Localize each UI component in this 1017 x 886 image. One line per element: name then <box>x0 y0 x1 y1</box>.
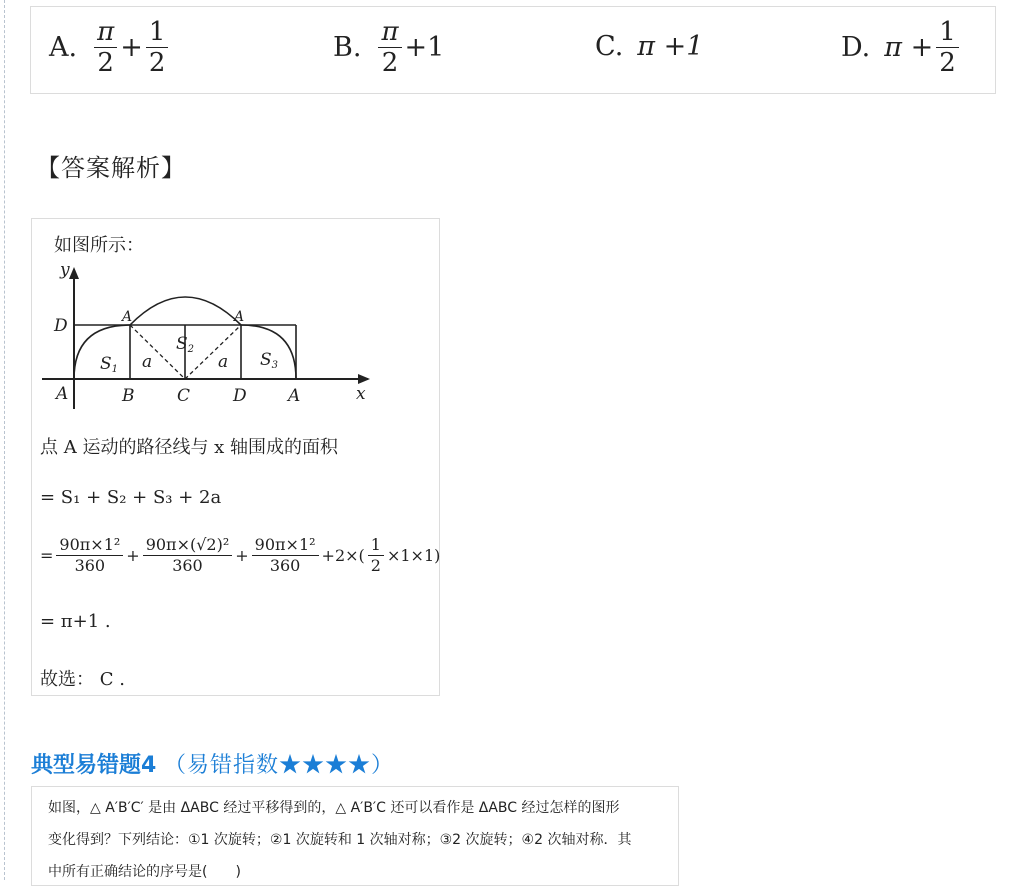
expression-tail: +2×( <box>321 546 365 565</box>
denominator: 360 <box>74 556 106 575</box>
denominator: 2 <box>370 556 381 575</box>
denominator: 2 <box>97 48 114 78</box>
label-s3: S3 <box>260 350 279 371</box>
solution-line-1: 点 A 运动的路径线与 x 轴围成的面积 <box>40 437 339 458</box>
label-d-axis: D <box>54 316 68 336</box>
fraction <box>94 19 117 76</box>
label-a-left: a <box>142 352 153 372</box>
label-y: y <box>60 260 70 280</box>
arc-s2 <box>130 297 241 325</box>
solution-box <box>31 218 440 696</box>
label-b: B <box>122 386 135 406</box>
problem-4-title <box>31 748 394 779</box>
denominator: 2 <box>939 48 956 78</box>
problem-line: 变化得到？下列结论：①1 次旋转；②1 次旋转和 1 次轴对称；③2 次旋转；④2 次轴对称．其 <box>48 832 632 848</box>
difficulty-rating: （易错指数★★★★） <box>163 753 394 778</box>
choice-label: C. <box>595 31 624 62</box>
choice-tail: +1 <box>404 32 445 63</box>
label-c: C <box>177 386 191 406</box>
fraction <box>368 537 384 574</box>
choice-label: B. <box>333 32 362 63</box>
label-x: x <box>356 384 366 404</box>
numerator: 90π×1² <box>252 537 319 556</box>
expression-end: ×1×1) <box>386 546 441 565</box>
fraction <box>143 537 233 574</box>
numerator: 1 <box>368 537 384 556</box>
left-guide-line <box>4 0 5 880</box>
label-s2: S2 <box>176 334 195 355</box>
label-a-origin: A <box>56 384 69 404</box>
label-a-right: a <box>218 352 229 372</box>
solution-line-5: 故选： C . <box>40 669 125 690</box>
fraction <box>378 19 401 76</box>
choice-text: π +1 <box>637 31 704 62</box>
fraction <box>252 537 319 574</box>
choice-b[interactable] <box>333 19 444 76</box>
fraction <box>936 19 959 76</box>
denominator: 2 <box>381 48 399 78</box>
choice-label: A. <box>49 32 78 63</box>
solution-line-4: = π+1 . <box>40 611 111 632</box>
choice-c[interactable] <box>595 31 703 62</box>
numerator: π <box>94 19 117 48</box>
solution-line-2: = S₁ + S₂ + S₃ + 2a <box>40 487 222 508</box>
operator: + <box>120 32 143 63</box>
problem-line: 如图，△ A′B′C′ 是由 ΔABC 经过平移得到的，△ A′B′C 还可以看作是 ΔABC 经过怎样的图形 <box>48 800 620 816</box>
fraction <box>146 19 169 76</box>
y-axis-arrow <box>69 267 79 279</box>
choice-prefix: π + <box>884 32 934 63</box>
answer-heading: 【答案解析】 <box>36 154 186 182</box>
x-axis-arrow <box>358 374 370 384</box>
label-s1: S1 <box>100 354 119 375</box>
choice-a[interactable] <box>49 19 171 76</box>
numerator: 90π×1² <box>56 537 123 556</box>
numerator: 1 <box>146 19 169 48</box>
numerator: 90π×(√2)² <box>143 537 233 556</box>
numerator: 1 <box>936 19 959 48</box>
choice-label: D. <box>841 32 871 63</box>
numerator: π <box>378 19 401 48</box>
solution-line-3: = $\frac{\text{90π×1²}}{360}$ + $\frac{\text{90π×(√2)²}}{360}$ + $\frac{\text{90π×1²}}{360}$ +2×( $\frac{1}{2}$ ×1×1) <box>40 535 441 575</box>
solution-intro: 如图所示： <box>54 235 144 256</box>
denominator: 360 <box>269 556 301 575</box>
fraction <box>56 537 123 574</box>
choice-d[interactable] <box>841 19 962 76</box>
answer-choices <box>30 6 996 94</box>
problem-title: 典型易错题4 <box>31 753 157 778</box>
denominator: 2 <box>148 48 166 78</box>
label-a-top2: A <box>234 309 245 325</box>
problem-4-box <box>31 786 679 886</box>
problem-line: 中所有正确结论的序号是( ) <box>48 864 241 880</box>
label-d: D <box>233 386 247 406</box>
denominator: 360 <box>172 556 203 575</box>
label-a-top1: A <box>122 309 133 325</box>
label-a-end: A <box>288 386 301 406</box>
solution-figure <box>38 259 378 409</box>
